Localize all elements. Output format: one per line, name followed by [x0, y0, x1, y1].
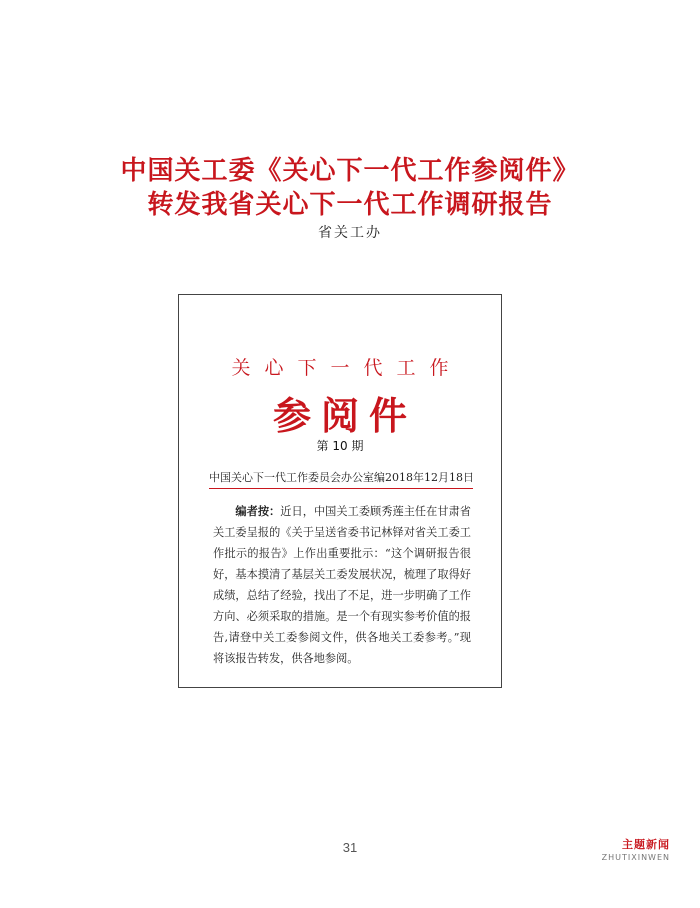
brand-chinese: 主题新闻: [622, 838, 670, 851]
document-date: 2018年12月18日: [385, 471, 474, 484]
section-brand: [602, 836, 670, 862]
article-author: 省关工办: [318, 225, 382, 241]
document-masthead: 关心下一代工作: [231, 357, 463, 379]
article-title-line-2: 转发我省关心下一代工作调研报告: [147, 190, 553, 220]
editor-note: [213, 501, 471, 669]
page-number: 31: [342, 840, 358, 855]
editor-note-text: 近日，中国关工委顾秀莲主任在甘肃省关工委呈报的《关于呈送省委书记林铎对省关工委工作批示的报告》上作出重要批示：“这个调研报告很好，基本摸清了基层关工委发展状况，梳理了取得好成绩，总结了经验，找出了不足，进一步明确了工作方向、必须采取的措施。是一个有现实参考价值的报告,请登中关工委参阅文件，供各地关工委参考。”现将该报告转发，供各地参阅。: [213, 505, 471, 665]
reference-document-image: [178, 294, 502, 688]
document-name: 参阅件: [272, 393, 417, 438]
document-issuer: 中国关心下一代工作委员会办公室编: [209, 471, 385, 484]
document-issue: 第 10 期: [316, 439, 364, 453]
editor-note-label: 编者按：: [235, 505, 281, 518]
article-title-line-1: 中国关工委《关心下一代工作参阅件》: [120, 156, 580, 186]
document-issuer-line: [209, 469, 473, 489]
brand-pinyin: ZHUTIXINWEN: [601, 853, 670, 862]
